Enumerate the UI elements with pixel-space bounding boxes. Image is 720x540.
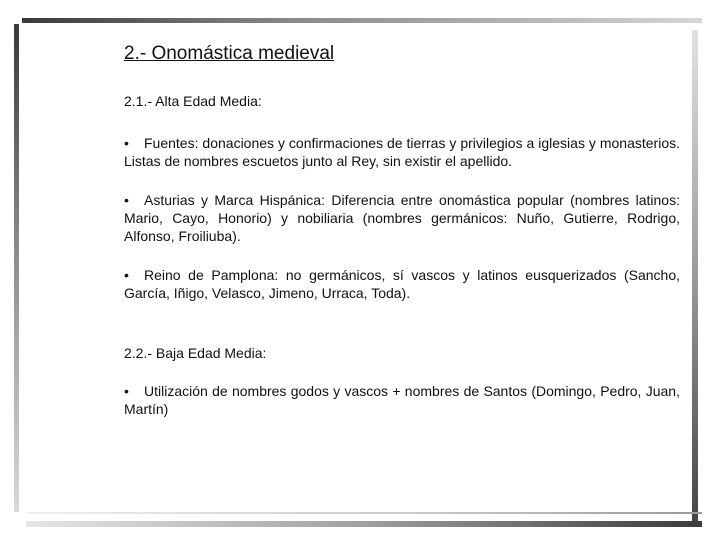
bullet-marker: • (124, 267, 129, 283)
bullet-marker: • (124, 135, 129, 151)
frame-top-bar (22, 18, 702, 23)
frame-bottom-thin-bar (26, 512, 702, 514)
frame-bottom-bar (26, 521, 702, 527)
bullet-nombres-santos (124, 382, 680, 418)
slide-content (124, 42, 680, 418)
bullet-marker: • (124, 192, 129, 208)
frame-right-bar (692, 30, 698, 524)
slide-title: 2.- Onomástica medieval (124, 43, 335, 64)
section-heading-alta-edad-media: 2.1.- Alta Edad Media: (124, 93, 262, 109)
bullet-text: Utilización de nombres godos y vascos + nombres de Santos (Domingo, Pedro, Juan, Martín) (124, 383, 680, 417)
bullet-text: Fuentes: donaciones y confirmaciones de tierras y privilegios a iglesias y monasterios. Listas de nombres escuetos junto al Rey, sin existir el apellido. (124, 135, 680, 169)
section-heading-baja-edad-media: 2.2.- Baja Edad Media: (124, 345, 267, 361)
frame-left-bar (14, 24, 19, 512)
bullet-pamplona (124, 266, 680, 302)
bullet-asturias (124, 191, 680, 245)
bullet-text: Reino de Pamplona: no germánicos, sí vascos y latinos eusquerizados (Sancho, García, Iñigo, Velasco, Jimeno, Urraca, Toda). (124, 267, 680, 301)
bullet-text: Asturias y Marca Hispánica: Diferencia entre onomástica popular (nombres latinos: Mario, Cayo, Honorio) y nobiliaria (nombres germánicos: Nuño, Gutierre, Rodrigo, Alfonso, Froiliuba). (124, 192, 680, 244)
bullet-fuentes (124, 134, 680, 170)
bullet-marker: • (124, 383, 129, 399)
